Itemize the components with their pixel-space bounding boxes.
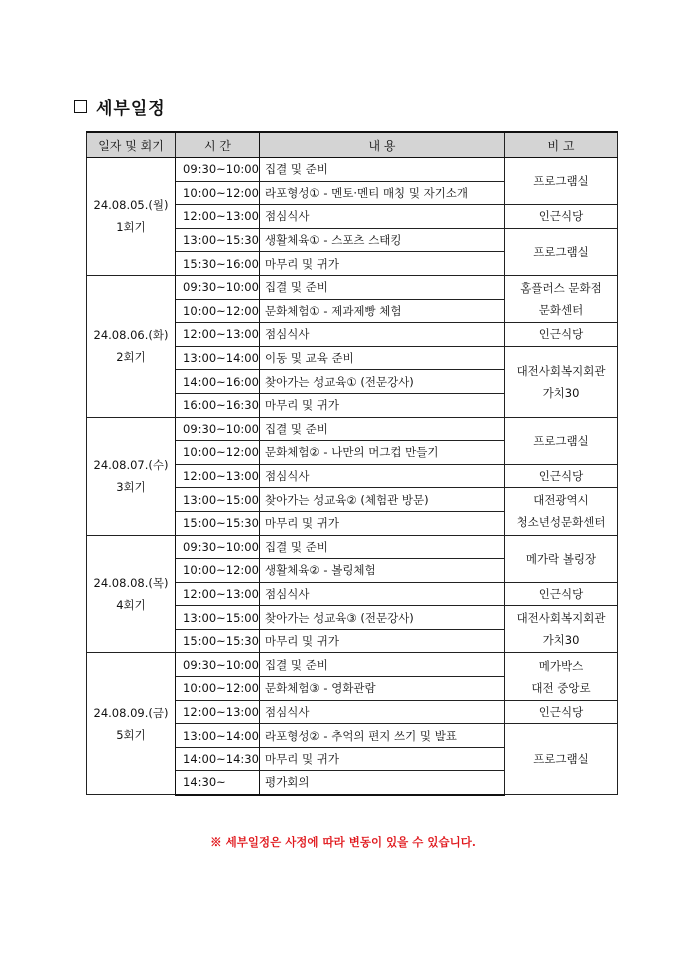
time-cell: 10:00~12:00 xyxy=(176,677,260,701)
content-cell: 집결 및 준비 xyxy=(260,417,505,441)
note-line: 인근식당 xyxy=(538,469,584,484)
note-cell xyxy=(505,582,618,606)
session-text: 1회기 xyxy=(116,220,146,235)
note-line: 문화센터 xyxy=(538,303,584,318)
content-cell: 마무리 및 귀가 xyxy=(260,393,505,417)
note-cell xyxy=(505,158,618,205)
header-time: 시 간 xyxy=(176,132,260,158)
time-cell: 16:00~16:30 xyxy=(176,393,260,417)
header-content: 내 용 xyxy=(260,132,505,158)
time-cell: 14:30~ xyxy=(176,771,260,795)
note-cell xyxy=(505,464,618,488)
note-line: 인근식당 xyxy=(538,327,584,342)
time-cell: 13:00~15:30 xyxy=(176,228,260,252)
time-cell: 12:00~13:00 xyxy=(176,464,260,488)
note-line: 메가박스 xyxy=(538,658,584,673)
table-row xyxy=(87,417,618,441)
time-cell: 09:30~10:00 xyxy=(176,417,260,441)
note-line: 프로그램실 xyxy=(533,174,589,189)
note-line: 프로그램실 xyxy=(533,244,589,259)
date-session-cell xyxy=(87,158,176,276)
time-cell: 15:00~15:30 xyxy=(176,511,260,535)
content-cell: 점심식사 xyxy=(260,582,505,606)
time-cell: 15:30~16:00 xyxy=(176,252,260,276)
note-cell xyxy=(505,205,618,229)
session-text: 5회기 xyxy=(116,727,146,742)
note-cell xyxy=(505,323,618,347)
header-date: 일자 및 회기 xyxy=(87,132,176,158)
note-cell xyxy=(505,275,618,322)
section-title xyxy=(74,94,166,118)
time-cell: 14:00~14:30 xyxy=(176,747,260,771)
header-row xyxy=(87,132,618,158)
date-session-cell xyxy=(87,653,176,795)
time-cell: 09:30~10:00 xyxy=(176,653,260,677)
content-cell: 점심식사 xyxy=(260,464,505,488)
session-text: 3회기 xyxy=(116,480,146,495)
time-cell: 13:00~14:00 xyxy=(176,346,260,370)
note-cell xyxy=(505,228,618,275)
note-cell xyxy=(505,653,618,700)
content-cell: 생활체육① - 스포츠 스태킹 xyxy=(260,228,505,252)
date-text: 24.08.07.(수) xyxy=(93,458,169,473)
note-line: 가치30 xyxy=(542,385,580,400)
table-row xyxy=(87,158,618,182)
content-cell: 생활체육② - 볼링체험 xyxy=(260,559,505,583)
note-cell xyxy=(505,417,618,464)
content-cell: 문화체험① - 제과제빵 체험 xyxy=(260,299,505,323)
table-row xyxy=(87,653,618,677)
content-cell: 집결 및 준비 xyxy=(260,653,505,677)
content-cell: 찾아가는 성교육① (전문강사) xyxy=(260,370,505,394)
time-cell: 12:00~13:00 xyxy=(176,582,260,606)
content-cell: 마무리 및 귀가 xyxy=(260,629,505,653)
note-cell xyxy=(505,606,618,653)
date-text: 24.08.09.(금) xyxy=(93,705,169,720)
date-session-cell xyxy=(87,535,176,653)
time-cell: 15:00~15:30 xyxy=(176,629,260,653)
time-cell: 12:00~13:00 xyxy=(176,700,260,724)
note-cell xyxy=(505,346,618,417)
time-cell: 09:30~10:00 xyxy=(176,275,260,299)
content-cell: 마무리 및 귀가 xyxy=(260,511,505,535)
note-line: 인근식당 xyxy=(538,704,584,719)
content-cell: 집결 및 준비 xyxy=(260,275,505,299)
content-cell: 문화체험③ - 영화관람 xyxy=(260,677,505,701)
content-cell: 문화체험② - 나만의 머그컵 만들기 xyxy=(260,441,505,465)
time-cell: 09:30~10:00 xyxy=(176,158,260,182)
note-line: 메가락 볼링장 xyxy=(525,551,597,566)
content-cell: 이동 및 교육 준비 xyxy=(260,346,505,370)
note-line: 대전사회복지회관 xyxy=(516,611,606,626)
note-line: 프로그램실 xyxy=(533,752,589,767)
time-cell: 12:00~13:00 xyxy=(176,205,260,229)
content-cell: 점심식사 xyxy=(260,700,505,724)
date-text: 24.08.05.(월) xyxy=(93,198,169,213)
table-row xyxy=(87,535,618,559)
time-cell: 13:00~15:00 xyxy=(176,488,260,512)
content-cell: 집결 및 준비 xyxy=(260,158,505,182)
note-cell xyxy=(505,724,618,795)
note-line: 대전사회복지회관 xyxy=(516,363,606,378)
content-cell: 평가회의 xyxy=(260,771,505,795)
content-cell: 점심식사 xyxy=(260,205,505,229)
note-line: 인근식당 xyxy=(538,586,584,601)
time-cell: 09:30~10:00 xyxy=(176,535,260,559)
date-session-cell xyxy=(87,417,176,535)
time-cell: 14:00~16:00 xyxy=(176,370,260,394)
time-cell: 10:00~12:00 xyxy=(176,441,260,465)
note-line: 프로그램실 xyxy=(533,433,589,448)
time-cell: 13:00~14:00 xyxy=(176,724,260,748)
date-text: 24.08.06.(화) xyxy=(93,328,169,343)
time-cell: 10:00~12:00 xyxy=(176,559,260,583)
schedule-body xyxy=(87,158,618,795)
section-title-text: 세부일정 xyxy=(96,98,166,119)
time-cell: 10:00~12:00 xyxy=(176,299,260,323)
time-cell: 12:00~13:00 xyxy=(176,323,260,347)
time-cell: 13:00~15:00 xyxy=(176,606,260,630)
date-session-cell xyxy=(87,275,176,417)
schedule-table xyxy=(86,131,618,796)
footnote: ※ 세부일정은 사정에 따라 변동이 있을 수 있습니다. xyxy=(210,835,476,849)
note-line: 홈플러스 문화점 xyxy=(520,281,602,296)
header-note: 비 고 xyxy=(505,132,618,158)
session-text: 2회기 xyxy=(116,350,146,365)
content-cell: 마무리 및 귀가 xyxy=(260,252,505,276)
content-cell: 찾아가는 성교육② (체험관 방문) xyxy=(260,488,505,512)
date-text: 24.08.08.(목) xyxy=(93,575,169,590)
note-line: 가치30 xyxy=(542,633,580,648)
content-cell: 라포형성① - 멘토·멘티 매칭 및 자기소개 xyxy=(260,181,505,205)
content-cell: 라포형성② - 추억의 편지 쓰기 및 발표 xyxy=(260,724,505,748)
content-cell: 찾아가는 성교육③ (전문강사) xyxy=(260,606,505,630)
checkbox-square-icon xyxy=(74,100,87,113)
content-cell: 집결 및 준비 xyxy=(260,535,505,559)
note-cell xyxy=(505,488,618,535)
content-cell: 점심식사 xyxy=(260,323,505,347)
content-cell: 마무리 및 귀가 xyxy=(260,747,505,771)
note-line: 인근식당 xyxy=(538,209,584,224)
table-row xyxy=(87,275,618,299)
session-text: 4회기 xyxy=(116,597,146,612)
note-cell xyxy=(505,700,618,724)
time-cell: 10:00~12:00 xyxy=(176,181,260,205)
note-line: 청소년성문화센터 xyxy=(516,515,606,530)
note-cell xyxy=(505,535,618,582)
note-line: 대전광역시 xyxy=(533,493,589,508)
note-line: 대전 중앙로 xyxy=(531,680,591,695)
